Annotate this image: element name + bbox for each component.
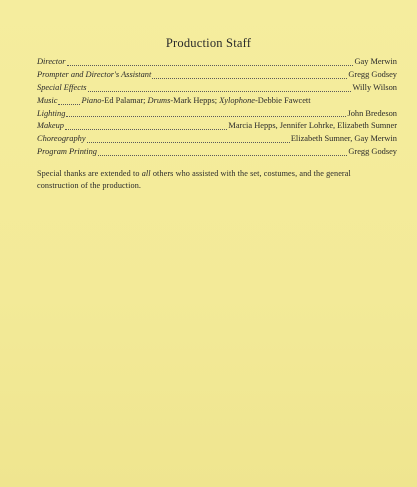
leader-dots xyxy=(98,154,347,156)
credit-row-special-effects xyxy=(37,82,397,95)
credit-role: Director xyxy=(37,57,66,66)
page-title: Production Staff xyxy=(165,36,252,50)
leader-dots xyxy=(58,103,80,105)
credit-row-makeup xyxy=(37,120,397,133)
credit-role: Program Printing xyxy=(37,147,97,157)
credit-role: Lighting xyxy=(37,108,66,118)
credit-role: Special Effects xyxy=(37,82,87,92)
credit-role: Makeup xyxy=(37,121,64,131)
credit-names: Marcia Hepps, Jennifer Lohrke, Elizabeth Sumner xyxy=(228,121,397,131)
credit-role: Music xyxy=(37,95,58,105)
leader-dots xyxy=(66,115,346,117)
credit-row-director xyxy=(37,56,397,69)
xylophone-name: Debbie Fawcett xyxy=(257,95,311,105)
leader-dots xyxy=(88,90,352,92)
credit-row-lighting xyxy=(37,108,397,121)
credit-row-music xyxy=(37,95,397,108)
credit-row-prompter xyxy=(37,69,397,82)
leader-dots xyxy=(65,128,227,130)
credit-names: Gregg Godsey xyxy=(348,147,397,157)
credits-list xyxy=(37,56,397,159)
leader-dots xyxy=(87,141,290,143)
credit-names: John Bredeson xyxy=(347,108,397,118)
music-names xyxy=(81,95,310,108)
thanks-text-before: Special thanks are extended to xyxy=(37,169,142,178)
credit-row-program-printing xyxy=(37,146,397,159)
drums-label: Drums- xyxy=(147,95,174,105)
credit-role: Prompter and Director's Assistant xyxy=(37,69,152,79)
credit-names: Gay Merwin xyxy=(354,57,397,66)
credit-row-choreography xyxy=(37,133,397,146)
credit-role: Choreography xyxy=(37,134,86,144)
special-thanks xyxy=(37,168,367,192)
thanks-emphasis: all xyxy=(141,169,151,178)
credit-names: Willy Wilson xyxy=(352,82,397,92)
xylophone-label: Xylophone- xyxy=(219,95,258,105)
leader-dots xyxy=(152,77,347,79)
drums-name: Mark Hepps; xyxy=(173,95,218,105)
thanks-text-after: others who assisted with the set, costumes, and the general construction of the production. xyxy=(37,169,351,190)
leader-dots xyxy=(67,64,354,66)
piano-label: Piano- xyxy=(81,95,105,105)
credit-names: Gregg Godsey xyxy=(348,69,397,79)
credit-names: Elizabeth Sumner, Gay Merwin xyxy=(290,134,397,144)
piano-name: Ed Palamar; xyxy=(104,95,146,105)
